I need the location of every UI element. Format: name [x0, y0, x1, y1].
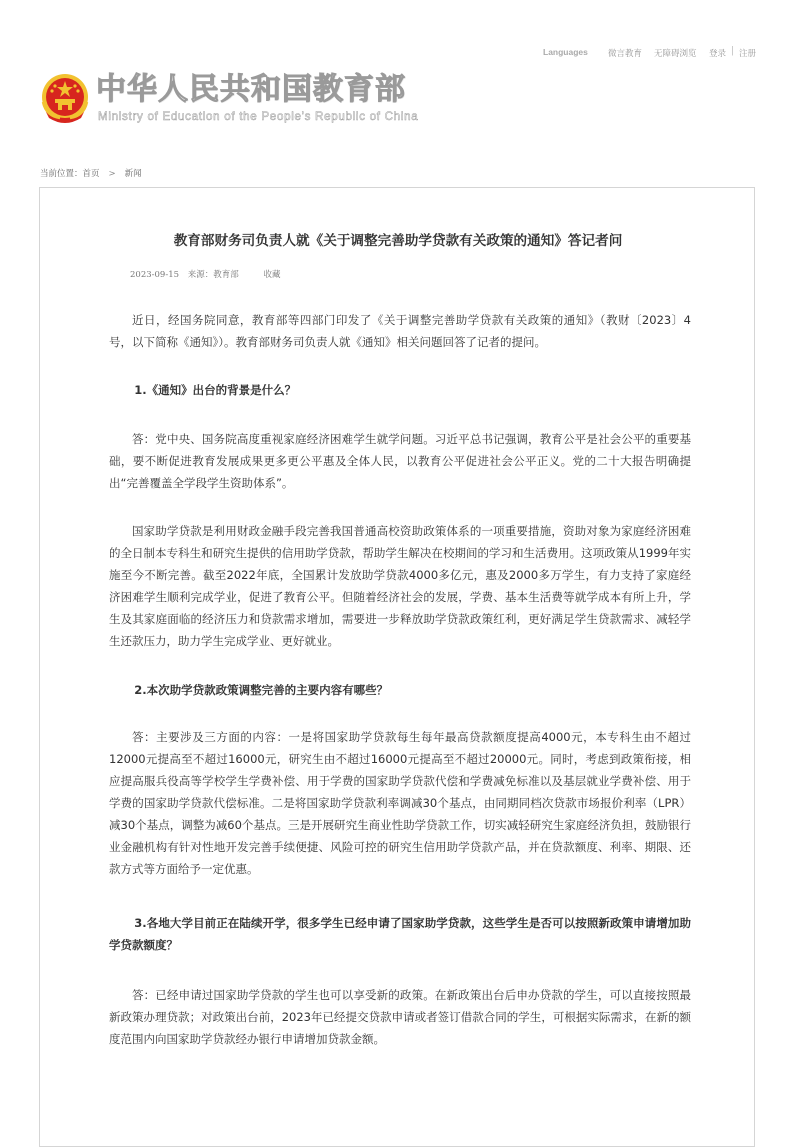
- accessible-browse-link[interactable]: 无障碍浏览: [654, 49, 697, 59]
- login-link[interactable]: 登录: [709, 49, 727, 59]
- paragraph: 近日，经国务院同意，教育部等四部门印发了《关于调整完善助学贷款有关政策的通知》（教财〔2023〕4号，以下简称《通知》）。教育部财务司负责人就《通知》相关问题回答了记者的提问。: [109, 313, 691, 349]
- article-source: 来源：教育部: [187, 270, 239, 280]
- favorite-button[interactable]: 收藏: [263, 270, 281, 280]
- paragraph: 答：主要涉及三方面的内容：一是将国家助学贷款每生每年最高贷款额度提高4000元，本专科生由不超过12000元提高至不超过16000元，研究生由不超过16000元提高至不超过20000元。同时，考虑到政策衔接，相应提高服兵役高等学校学生学费补偿、用于学费的国家助学贷款代偿和学费减免标准以及基层就业学费补偿、用于学费的国家助学贷款代偿标准。二是将国家助学贷款利率调减30个基点，由同期同档次贷款市场报价利率（LPR）减30个基点，调整为减60个基点。三是开展研究生商业性助学贷款工作，切实减轻研究生家庭经济负担，鼓励银行业金融机构有针对性地开发完善手续便捷、风险可控的研究生信用助学贷款产品，并在贷款额度、利率、期限、还款方式等方面给予一定优惠。: [109, 730, 691, 876]
- question-2: [109, 679, 691, 701]
- answer-2: [109, 726, 691, 880]
- question-heading: 2.本次助学贷款政策调整完善的主要内容有哪些？: [134, 683, 389, 697]
- question-1: [109, 379, 691, 401]
- article-title: 教育部财务司负责人就《关于调整完善助学贷款有关政策的通知》答记者问: [173, 233, 623, 249]
- breadcrumb-news-link[interactable]: 新闻: [124, 169, 142, 179]
- breadcrumb-prefix: 当前位置：: [40, 169, 83, 179]
- answer-1-part-1: [109, 428, 691, 494]
- register-link[interactable]: 注册: [739, 49, 757, 59]
- divider: |: [731, 46, 735, 56]
- answer-1-part-2: [109, 520, 691, 652]
- paragraph: 答：已经申请过国家助学贷款的学生也可以享受新的政策。在新政策出台后申办贷款的学生，可以直接按照最新政策办理贷款；对政策出台前，2023年已经提交贷款申请或者签订借款合同的学生，可根据实际需求，在新的额度范围内向国家助学贷款经办银行申请增加贷款金额。: [109, 988, 691, 1046]
- paragraph: 答：党中央、国务院高度重视家庭经济困难学生就学问题。习近平总书记强调，教育公平是社会公平的重要基础，要不断促进教育发展成果更多更公平惠及全体人民，以教育公平促进社会公平正义。党的二十大报告明确提出“完善覆盖全学段学生资助体系”。: [109, 432, 691, 490]
- question-heading: 3.各地大学目前正在陆续开学，很多学生已经申请了国家助学贷款，这些学生是否可以按照新政策申请增加助学贷款额度？: [109, 916, 691, 952]
- ministry-name-cn: 中华人民共和国教育部: [96, 72, 406, 107]
- site-logo[interactable]: [40, 72, 419, 132]
- answer-3: [109, 984, 691, 1050]
- national-emblem-icon: [40, 72, 90, 126]
- article-meta: [130, 268, 280, 280]
- breadcrumb: [40, 167, 142, 179]
- languages-link[interactable]: Languages: [543, 47, 588, 57]
- ministry-name-en: Ministry of Education of the People's Republic of China: [98, 110, 419, 123]
- chevron-right-icon: >: [108, 169, 116, 179]
- question-3: [109, 912, 691, 956]
- top-utility-bar: [0, 47, 793, 61]
- question-heading: 1.《通知》出台的背景是什么？: [134, 383, 297, 397]
- article-intro: [109, 309, 691, 353]
- breadcrumb-home-link[interactable]: 首页: [82, 169, 100, 179]
- paragraph: 国家助学贷款是利用财政金融手段完善我国普通高校资助政策体系的一项重要措施，资助对象为家庭经济困难的全日制本专科生和研究生提供的信用助学贷款，帮助学生解决在校期间的学习和生活费用。这项政策从1999年实施至今不断完善。截至2022年底，全国累计发放助学贷款4000多亿元，惠及2000多万学生，有力支持了家庭经济困难学生顺利完成学业，促进了教育公平。但随着经济社会的发展，学费、基本生活费等就学成本有所上升，学生及其家庭面临的经济压力和贷款需求增加，需要进一步释放助学贷款政策红利，更好满足学生贷款需求、减轻学生还款压力，助力学生完成学业、更好就业。: [109, 524, 691, 648]
- article-date: 2023-09-15: [130, 270, 180, 280]
- weibo-link[interactable]: 微言教育: [608, 49, 643, 59]
